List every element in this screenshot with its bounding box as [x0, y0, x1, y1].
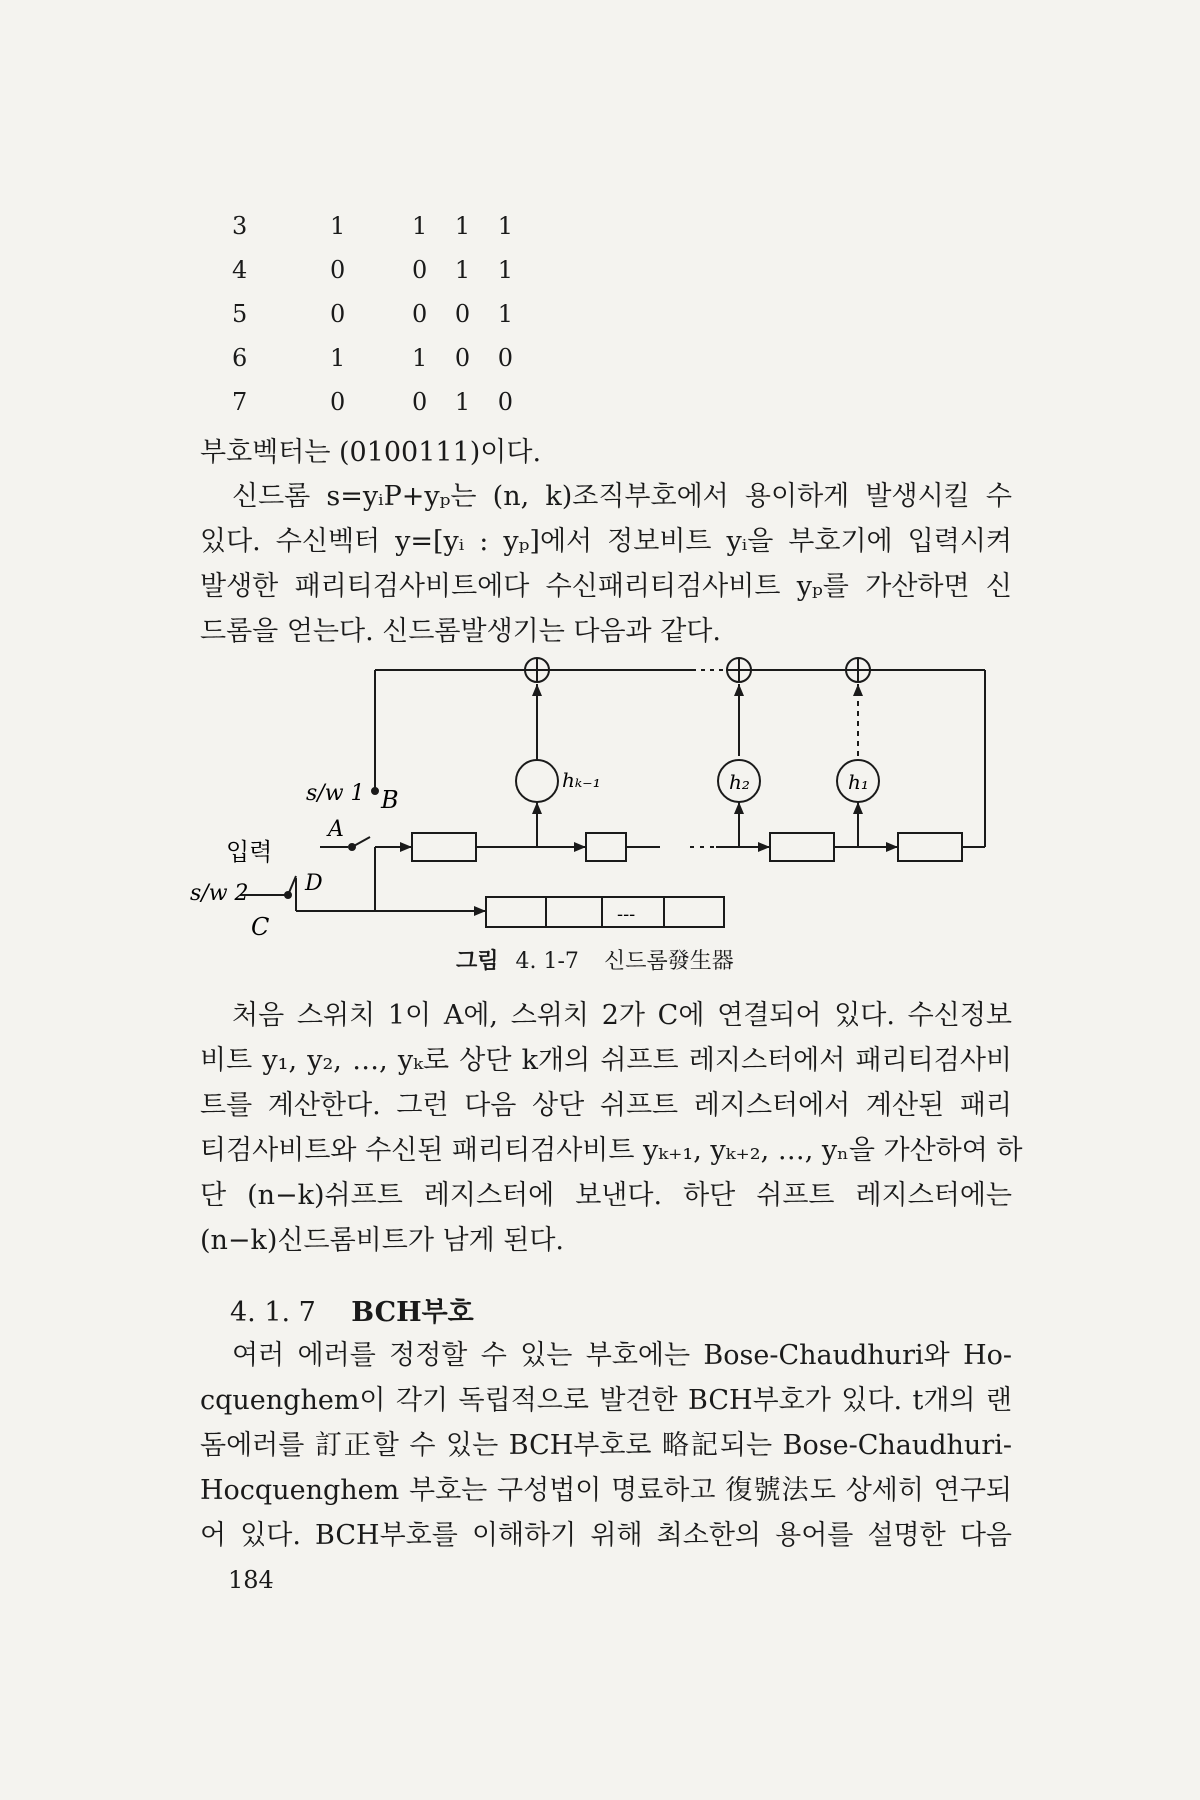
table-cell: 0 0 1	[412, 300, 524, 328]
label-hk1: hₖ₋₁	[562, 768, 601, 792]
table-row	[232, 212, 532, 256]
label-h2: h₂	[729, 770, 750, 794]
section-heading	[230, 1290, 474, 1329]
text-line: 티검사비트와 수신된 패리티검사비트 yₖ₊₁, yₖ₊₂, …, yₙ을 가산하여 하	[200, 1135, 1023, 1166]
text-line: (n−k)신드롬비트가 남게 된다.	[200, 1225, 565, 1256]
caption-text: 신드롬發生器	[603, 949, 734, 974]
switch-2-blade	[288, 876, 296, 895]
code-table	[232, 212, 532, 432]
table-cell: 1 1 1	[412, 212, 524, 240]
label-input: 입력	[226, 838, 273, 866]
text-line: 부호벡터는 (0100111)이다.	[200, 437, 542, 468]
text-line: 단 (n−k)쉬프트 레지스터에 보낸다. 하단 쉬프트 레지스터에는	[200, 1180, 1012, 1211]
adder-3	[846, 658, 870, 682]
lower-shift-register	[486, 897, 724, 927]
text-line: 돔에러를 訂正할 수 있는 BCH부호로 略記되는 Bose-Chaudhuri-	[200, 1430, 1012, 1461]
adder-2	[727, 658, 751, 682]
paragraph-codeword	[200, 430, 1012, 475]
text-line: Hocquenghem 부호는 구성법이 명료하고 復號法도 상세히 연구되	[200, 1475, 1012, 1506]
text-line: 발생한 패리티검사비트에다 수신패리티검사비트 yₚ를 가산하면 신	[200, 571, 1012, 602]
switch-1-contact-a	[349, 844, 355, 850]
section-number: 4. 1. 7	[230, 1297, 316, 1328]
table-cell: 4	[232, 256, 248, 284]
table-cell: 5	[232, 300, 248, 328]
label-d: D	[305, 871, 323, 896]
table-cell: 0	[330, 388, 346, 416]
coefficient-hk1	[516, 760, 558, 802]
text-line: 처음 스위치 1이 A에, 스위치 2가 C에 연결되어 있다. 수신정보	[232, 1000, 1012, 1031]
text-line: 드롬을 얻는다. 신드롬발생기는 다음과 같다.	[200, 616, 721, 647]
switch-1-contact-b	[372, 788, 378, 794]
text-line: 어 있다. BCH부호를 이해하기 위해 최소한의 용어를 설명한 다음	[200, 1520, 1012, 1551]
text-line: 신드롬 s=yᵢP+yₚ는 (n, k)조직부호에서 용이하게 발생시킬 수	[232, 481, 1012, 512]
upper-register-cell	[898, 833, 962, 861]
paragraph-bch-body	[200, 1378, 1012, 1558]
text-line: cquenghem이 각기 독립적으로 발견한 BCH부호가 있다. t개의 랜	[200, 1385, 1012, 1416]
table-row	[232, 388, 532, 432]
coefficient-h2	[718, 760, 760, 802]
table-cell: 1	[330, 212, 346, 240]
caption-number: 4. 1-7	[515, 949, 579, 974]
upper-register-cell	[770, 833, 834, 861]
table-row	[232, 300, 532, 344]
paragraph-switch-body	[200, 1038, 1023, 1263]
label-h1: h₁	[848, 770, 869, 794]
table-cell: 1 0 0	[412, 344, 524, 372]
table-cell: 0 1 1	[412, 256, 524, 284]
table-cell: 7	[232, 388, 248, 416]
label-b: B	[381, 786, 399, 814]
table-cell: 6	[232, 344, 248, 372]
switch-2-contact-d	[285, 892, 291, 898]
table-cell: 0	[330, 300, 346, 328]
paragraph-syndrome-body	[200, 519, 1012, 654]
section-title: BCH부호	[351, 1297, 474, 1328]
upper-register-cell	[586, 833, 626, 861]
table-cell: 3	[232, 212, 248, 240]
switch-1-blade	[352, 837, 370, 847]
table-cell: 1	[330, 344, 346, 372]
text-line: 트를 계산한다. 그런 다음 상단 쉬프트 레지스터에서 계산된 패리	[200, 1090, 1012, 1121]
coefficient-h1	[837, 760, 879, 802]
paragraph-bch-intro	[232, 1333, 1012, 1378]
table-row	[232, 256, 532, 300]
paragraph-syndrome-intro	[232, 474, 1012, 519]
table-cell: 0 1 0	[412, 388, 524, 416]
label-switch-2: s/w 2	[190, 881, 249, 906]
page-number: 184	[228, 1566, 274, 1594]
label-register-dots: ---	[617, 904, 636, 925]
caption-prefix: 그림	[456, 948, 499, 974]
text-line: 여러 에러를 정정할 수 있는 부호에는 Bose-Chaudhuri와 Ho-	[232, 1340, 1012, 1371]
label-c: C	[251, 913, 270, 941]
table-cell: 0	[330, 256, 346, 284]
paragraph-switch-intro	[232, 993, 1012, 1038]
adder-1	[525, 658, 549, 682]
text-line: 비트 y₁, y₂, …, yₖ로 상단 k개의 쉬프트 레지스터에서 패리티검사비	[200, 1045, 1012, 1076]
text-line: 있다. 수신벡터 y=[yᵢ : yₚ]에서 정보비트 yᵢ을 부호기에 입력시켜	[200, 526, 1012, 557]
figure-caption	[456, 944, 734, 975]
label-a: A	[328, 817, 344, 842]
label-switch-1: s/w 1	[306, 781, 365, 806]
upper-register-cell	[412, 833, 476, 861]
table-row	[232, 344, 532, 388]
